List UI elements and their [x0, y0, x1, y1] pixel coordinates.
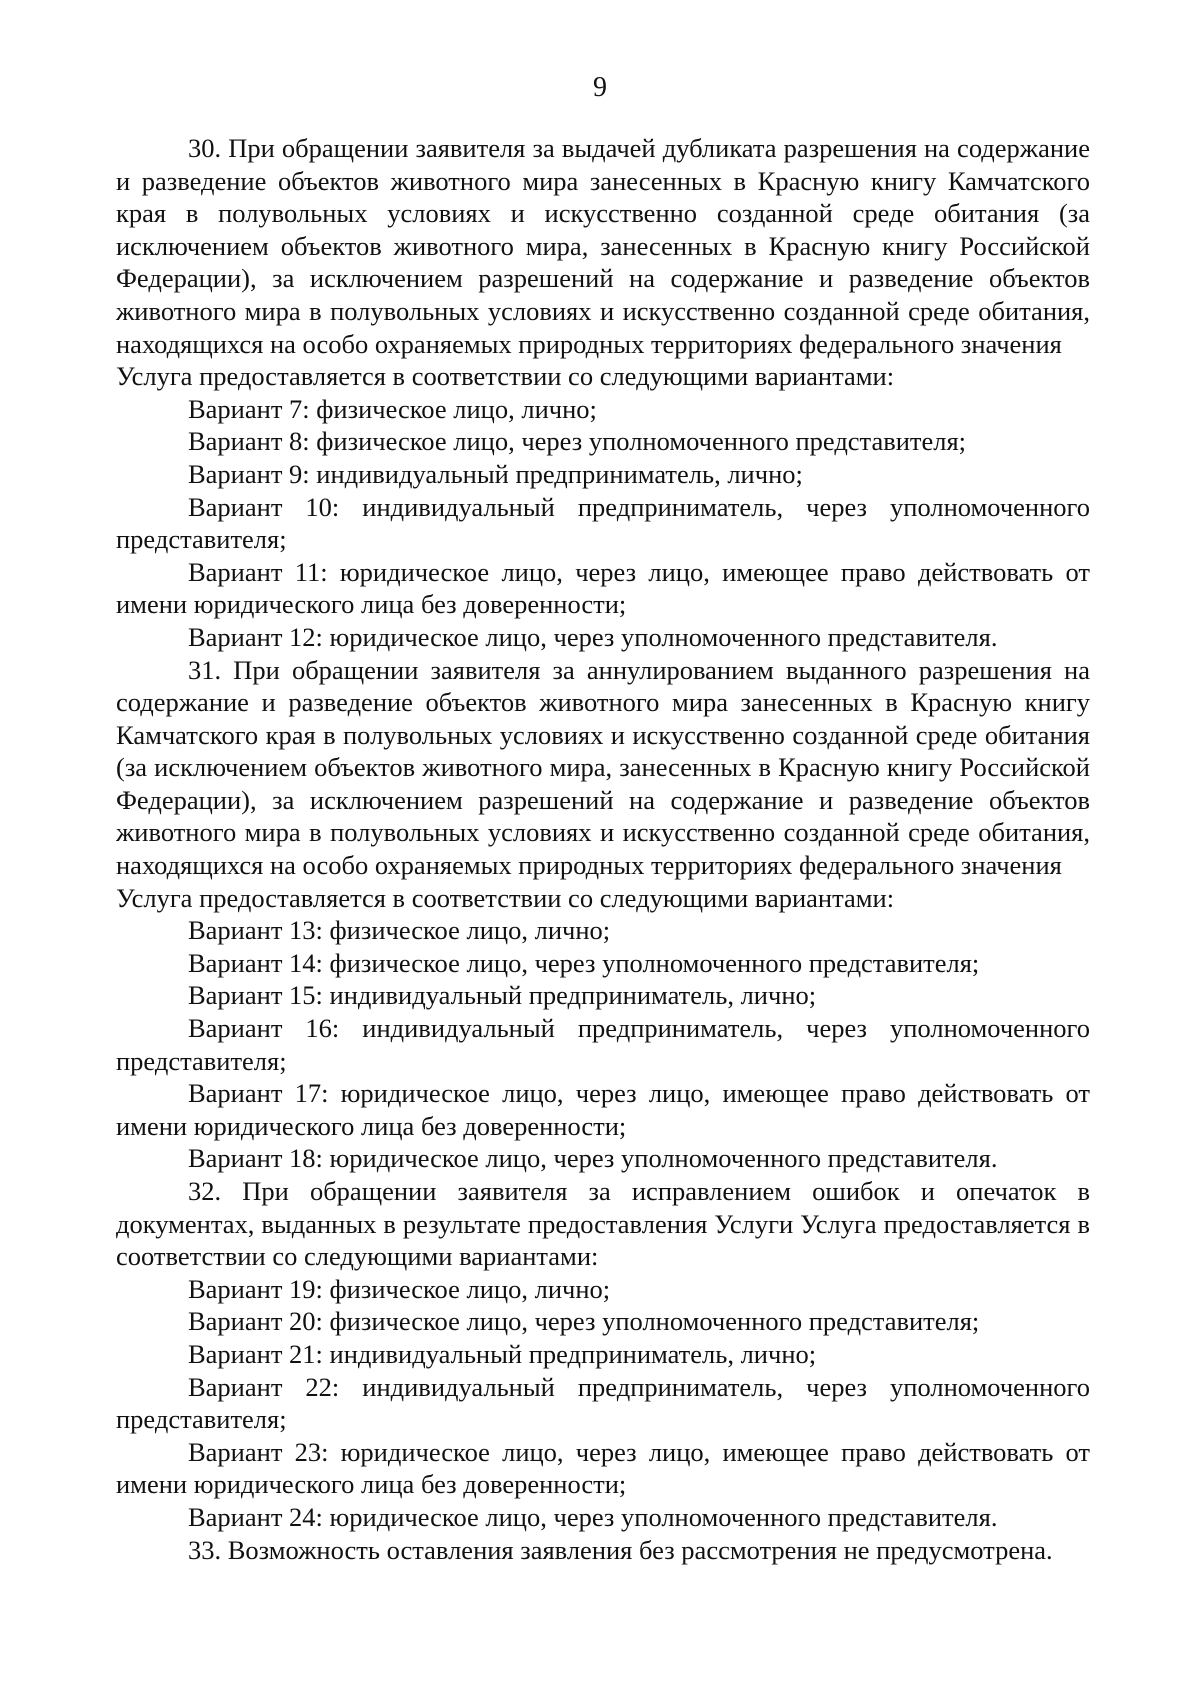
variant-13: Вариант 13: физическое лицо, лично;	[188, 915, 611, 946]
variant-12: Вариант 12: юридическое лицо, через уполномоченного представителя.	[188, 621, 998, 652]
variant-24: Вариант 24: юридическое лицо, через уполномоченного представителя.	[188, 1501, 998, 1532]
variant-20: Вариант 20: физическое лицо, через уполномоченного представителя;	[188, 1306, 980, 1337]
paragraph-30: 30. При обращении заявителя за выдачей дубликата разрешения на содержание и разведение объектов животного мира занесенных в Красную книгу Камчатского края в полувольных условиях и искусственно созданной среде обитания (за исключением объектов животного мира, занесенных в Красную книгу Российской Федерации), за исключением разрешений на содержание и разведение объектов животного мира в полувольных условиях и искусственно созданной среде обитания, находящихся на особо охраняемых природных территориях федерального значения	[116, 133, 1090, 359]
variant-23: Вариант 23: юридическое лицо, через лицо, имеющее право действовать от имени юридического лица без доверенности;	[116, 1436, 1090, 1500]
variant-19: Вариант 19: физическое лицо, лично;	[188, 1273, 611, 1304]
paragraph-33: 33. Возможность оставления заявления без рассмотрения не предусмотрена.	[188, 1534, 1053, 1565]
variant-8: Вариант 8: физическое лицо, через уполномоченного представителя;	[188, 426, 967, 457]
variant-15: Вариант 15: индивидуальный предприниматель, лично;	[188, 980, 817, 1011]
variant-21: Вариант 21: индивидуальный предприниматель, лично;	[188, 1338, 817, 1369]
variant-9: Вариант 9: индивидуальный предприниматель, лично;	[188, 458, 803, 489]
page-number: 9	[593, 72, 607, 103]
variant-14: Вариант 14: физическое лицо, через уполномоченного представителя;	[188, 947, 980, 978]
variant-7: Вариант 7: физическое лицо, лично;	[188, 393, 597, 424]
variant-18: Вариант 18: юридическое лицо, через уполномоченного представителя.	[188, 1143, 998, 1174]
paragraph-32: 32. При обращении заявителя за исправлением ошибок и опечаток в документах, выданных в результате предоставления Услуги Услуга предоставляется в соответствии со следующими вариантами:	[116, 1176, 1090, 1272]
variant-10: Вариант 10: индивидуальный предприниматель, через уполномоченного представителя;	[116, 491, 1090, 555]
paragraph-31: 31. При обращении заявителя за аннулированием выданного разрешения на содержание и разведение объектов животного мира занесенных в Красную книгу Камчатского края в полувольных условиях и искусственно созданной среде обитания (за исключением объектов животного мира, занесенных в Красную книгу Российской Федерации), за исключением разрешений на содержание и разведение объектов животного мира в полувольных условиях и искусственно созданной среде обитания, находящихся на особо охраняемых природных территориях федерального значения	[116, 654, 1090, 881]
paragraph-31-variants-intro: Услуга предоставляется в соответствии со следующими вариантами:	[116, 882, 895, 913]
paragraph-30-variants-intro: Услуга предоставляется в соответствии со следующими вариантами:	[116, 361, 895, 392]
variant-11: Вариант 11: юридическое лицо, через лицо, имеющее право действовать от имени юридического лица без доверенности;	[116, 556, 1090, 620]
variant-22: Вариант 22: индивидуальный предприниматель, через уполномоченного представителя;	[116, 1371, 1090, 1435]
document-body	[116, 132, 1090, 1566]
variant-16: Вариант 16: индивидуальный предприниматель, через уполномоченного представителя;	[116, 1013, 1090, 1076]
variant-17: Вариант 17: юридическое лицо, через лицо, имеющее право действовать от имени юридического лица без доверенности;	[116, 1078, 1090, 1141]
